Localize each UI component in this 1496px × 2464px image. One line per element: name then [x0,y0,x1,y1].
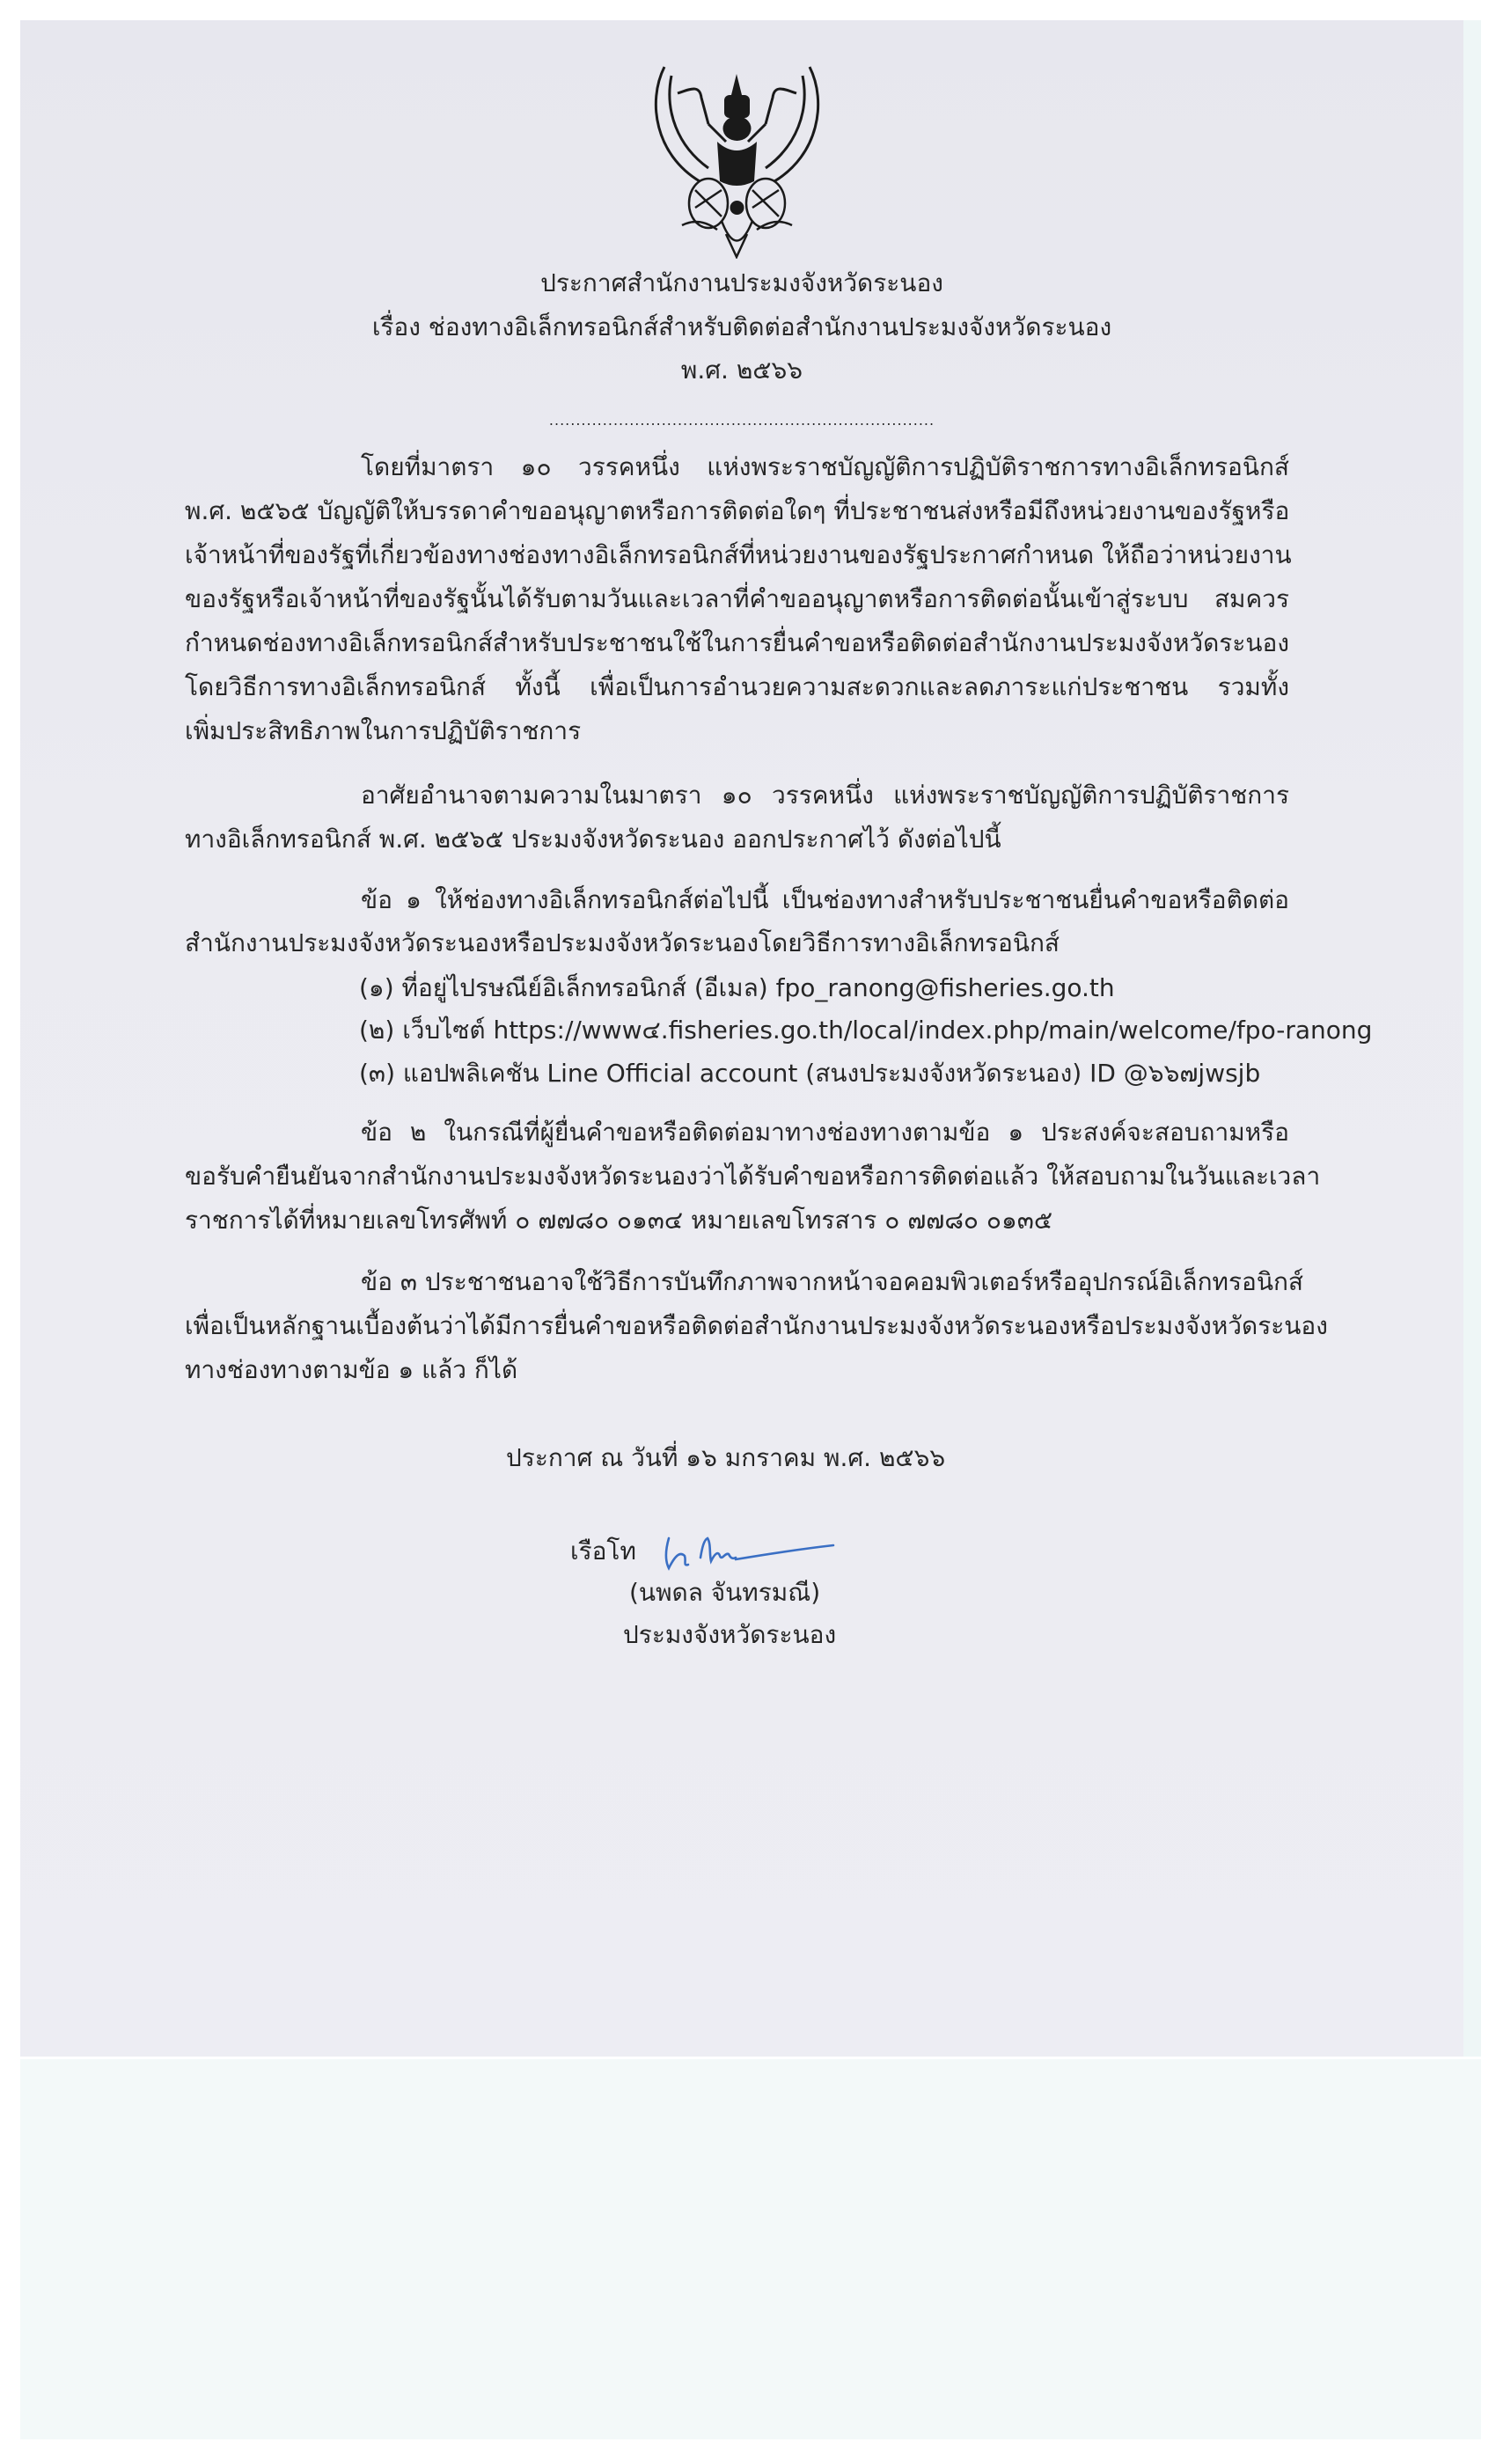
preamble-line: ของรัฐหรือเจ้าหน้าที่ของรัฐนั้นได้รับตามวันและเวลาที่คำขออนุญาตหรือการติดต่อนั้นเข้าสู่ระบบ สมควร [185,584,1289,613]
authority-line: ทางอิเล็กทรอนิกส์ พ.ศ. ๒๕๖๕ ประมงจังหวัดระนอง ออกประกาศไว้ ดังต่อไปนี้ [185,825,1001,854]
lower-blank-sheet [20,2059,1481,2439]
announcement-year: พ.ศ. ๒๕๖๖ [680,356,803,385]
preamble-line: โดยวิธีการทางอิเล็กทรอนิกส์ ทั้งนี้ เพื่อเป็นการอำนวยความสะดวกและลดภาระแก่ประชาชน รวมทั้ง [185,672,1289,701]
announcement-title: ประกาศสำนักงานประมงจังหวัดระนอง [540,268,943,297]
preamble-line: กำหนดช่องทางอิเล็กทรอนิกส์สำหรับประชาชนใช้ในการยื่นคำขอหรือติดต่อสำนักงานประมงจังหวัดระนอง [185,628,1290,657]
clause2-line: ราชการได้ที่หมายเลขโทรศัพท์ ๐ ๗๗๘๐ ๐๑๓๔ หมายเลขโทรสาร ๐ ๗๗๘๐ ๐๑๓๕ [185,1206,1053,1235]
preamble-line: เพิ่มประสิทธิภาพในการปฏิบัติราชการ [185,716,582,745]
clause3-line: ข้อ ๓ ประชาชนอาจใช้วิธีการบันทึกภาพจากหน้าจอคอมพิวเตอร์หรืออุปกรณ์อิเล็กทรอนิกส์ [361,1267,1304,1296]
announcement-date: ประกาศ ณ วันที่ ๑๖ มกราคม พ.ศ. ๒๕๖๖ [506,1443,946,1472]
authority-line: อาศัยอำนาจตามความในมาตรา ๑๐ วรรคหนึ่ง แห่งพระราชบัญญัติการปฏิบัติราชการ [361,781,1289,810]
clause3-line: เพื่อเป็นหลักฐานเบื้องต้นว่าได้มีการยื่นคำขอหรือติดต่อสำนักงานประมงจังหวัดระนองหรือประมงจังหวัดระนอง [185,1311,1328,1340]
clause2-line: ขอรับคำยืนยันจากสำนักงานประมงจังหวัดระนองว่าได้รับคำขอหรือการติดต่อแล้ว ให้สอบถามในวันและเวลา [185,1162,1321,1191]
clause2-line: ข้อ ๒ ในกรณีที่ผู้ยื่นคำขอหรือติดต่อมาทางช่องทางตามข้อ ๑ ประสงค์จะสอบถามหรือ [361,1118,1289,1147]
clause1-line: สำนักงานประมงจังหวัดระนองหรือประมงจังหวัดระนองโดยวิธีการทางอิเล็กทรอนิกส์ [185,928,1060,957]
clause3-line: ทางช่องทางตามข้อ ๑ แล้ว ก็ได้ [185,1355,518,1384]
signer-position: ประมงจังหวัดระนอง [623,1620,837,1649]
preamble-line: เจ้าหน้าที่ของรัฐที่เกี่ยวข้องทางช่องทางอิเล็กทรอนิกส์ที่หน่วยงานของรัฐประกาศกำหนด ให้ถือว่าหน่วยงาน [185,540,1292,569]
preamble-line: โดยที่มาตรา ๑๐ วรรคหนึ่ง แห่งพระราชบัญญัติการปฏิบัติราชการทางอิเล็กทรอนิกส์ [361,452,1289,481]
signature-icon [662,1531,838,1575]
preamble-line: พ.ศ. ๒๕๖๕ บัญญัติให้บรรดาคำขออนุญาตหรือการติดต่อใดๆ ที่ประชาชนส่งหรือมีถึงหน่วยงานของรัฐหรือ [185,496,1290,525]
scan-edge [1463,20,1481,2057]
channel-website[interactable]: (๒) เว็บไซต์ https://www๔.fisheries.go.th/local/index.php/main/welcome/fpo-ranong [359,1016,1373,1045]
channel-email[interactable]: (๑) ที่อยู่ไปรษณีย์อิเล็กทรอนิกส์ (อีเมล) fpo_ranong@fisheries.go.th [359,973,1115,1002]
clause1-line: ข้อ ๑ ให้ช่องทางอิเล็กทรอนิกส์ต่อไปนี้ เป็นช่องทางสำหรับประชาชนยื่นคำขอหรือติดต่อ [361,885,1289,914]
announcement-subject: เรื่อง ช่องทางอิเล็กทรอนิกส์สำหรับติดต่อสำนักงานประมงจังหวัดระนอง [371,312,1112,341]
channel-line-official[interactable]: (๓) แอปพลิเคชัน Line Official account (สนงประมงจังหวัดระนอง) ID @๖๖๗jwsjb [359,1059,1261,1088]
signer-rank: เรือโท [570,1536,636,1566]
garuda-emblem-icon [647,58,827,259]
signer-name: (นพดล จันทรมณี) [629,1578,821,1607]
header-separator: ........................................................................ [548,412,935,429]
